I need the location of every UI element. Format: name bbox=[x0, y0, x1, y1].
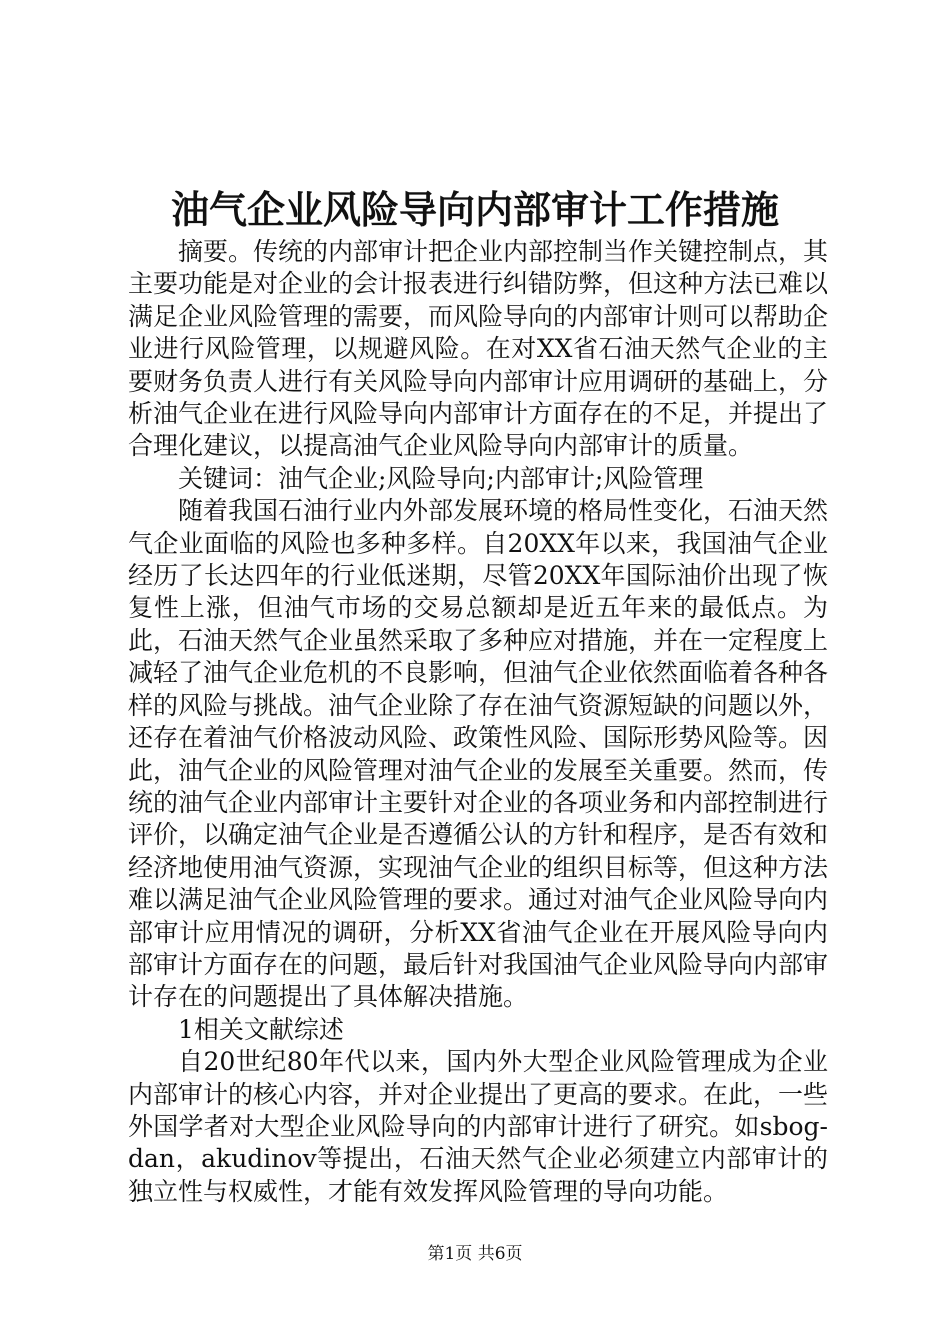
section-heading: 1相关文献综述 bbox=[178, 1014, 344, 1044]
document-body bbox=[128, 236, 828, 1208]
document-title: 油气企业风险导向内部审计工作措施 bbox=[170, 187, 779, 232]
abstract-paragraph: 摘要。传统的内部审计把企业内部控制当作关键控制点，其主要功能是对企业的会计报表进行纠错防弊，但这种方法已难以满足企业风险管理的需要，而风险导向的内部审计则可以帮助企业进行风险管理，以规避风险。在对XX省石油天然气企业的主要财务负责人进行有关风险导向内部审计应用调研的基础上，分析油气企业在进行风险导向内部审计方面存在的不足，并提出了合理化建议，以提高油气企业风险导向内部审计的质量。 bbox=[128, 237, 829, 461]
keywords-paragraph: 关键词：油气企业;风险导向;内部审计;风险管理 bbox=[178, 463, 704, 493]
introduction-paragraph: 随着我国石油行业内外部发展环境的格局性变化，石油天然气企业面临的风险也多种多样。自20XX年以来，我国油气企业经历了长达四年的行业低迷期，尽管20XX年国际油价出现了恢复性上涨，但油气市场的交易总额却是近五年来的最低点。为此，石油天然气企业虽然采取了多种应对措施，并在一定程度上减轻了油气企业危机的不良影响，但油气企业依然面临着各种各样的风险与挑战。油气企业除了存在油气资源短缺的问题以外，还存在着油气价格波动风险、政策性风险、国际形势风险等。因此，油气企业的风险管理对油气企业的发展至关重要。然而，传统的油气企业内部审计主要针对企业的各项业务和内部控制进行评价，以确定油气企业是否遵循公认的方针和程序，是否有效和经济地使用油气资源，实现油气企业的组织目标等，但这种方法难以满足油气企业风险管理的要求。通过对油气企业风险导向内部审计应用情况的调研，分析XX省油气企业在开展风险导向内部审计方面存在的问题，最后针对我国油气企业风险导向内部审计存在的问题提出了具体解决措施。 bbox=[128, 496, 829, 1012]
literature-paragraph: 自20世纪80年代以来，国内外大型企业风险管理成为企业内部审计的核心内容，并对企业提出了更高的要求。在此，一些外国学者对大型企业风险导向的内部审计进行了研究。如sbog-dan，akudinov等提出，石油天然气企业必须建立内部审计的独立性与权威性，才能有效发挥风险管理的导向功能。 bbox=[128, 1047, 829, 1206]
page-footer: 第1页 共6页 bbox=[427, 1244, 523, 1264]
